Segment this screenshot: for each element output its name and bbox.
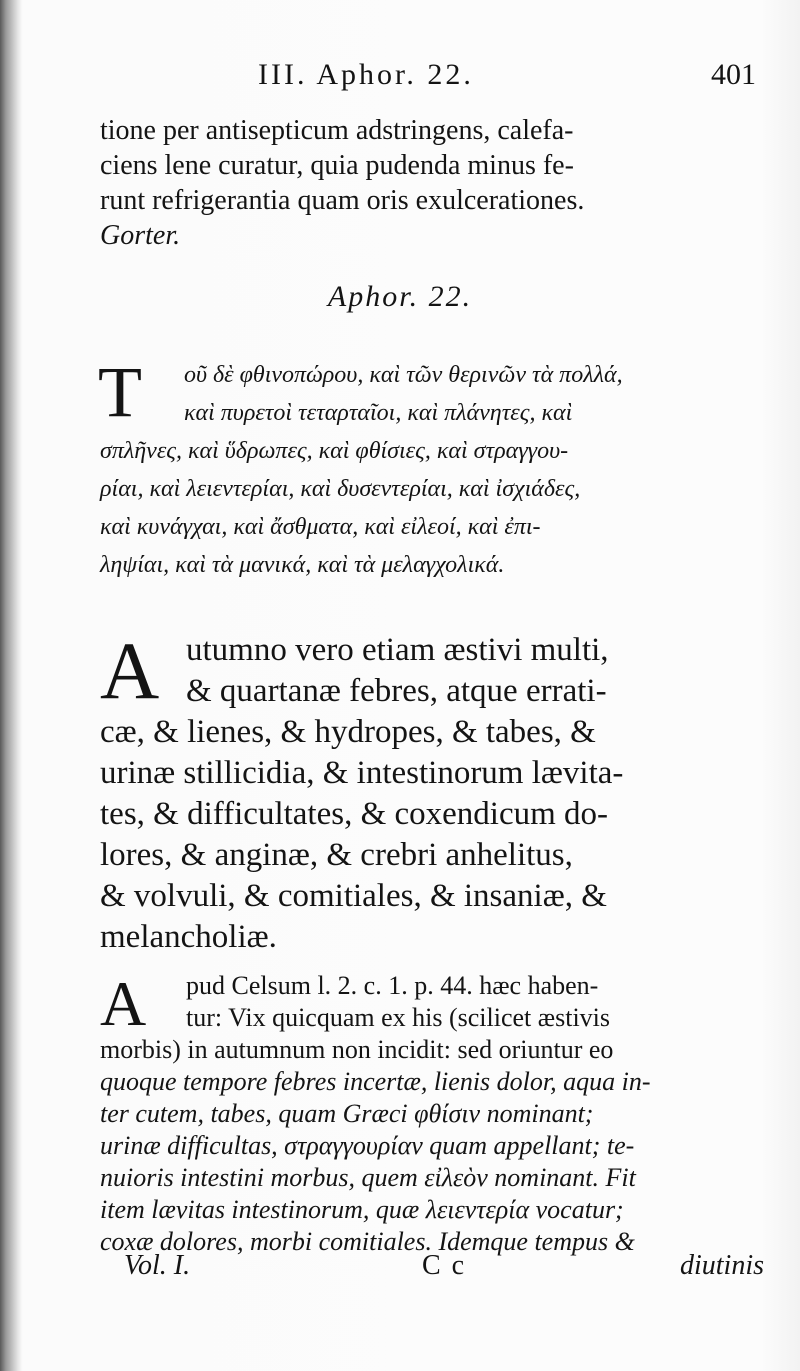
latin-drop-cap: A	[100, 625, 160, 716]
continuation-paragraph	[100, 113, 748, 253]
page-number: 401	[711, 58, 756, 91]
latin-line: urinæ stillicidia, & intestinorum lævita-	[100, 755, 624, 791]
page-header	[100, 58, 756, 98]
latin-line: melancholiæ.	[100, 919, 277, 955]
latin-line: tes, & difficultates, & coxendicum do-	[100, 796, 609, 832]
commentary-line: tur: Vix quicquam ex his (scilicet æstivis	[186, 1003, 611, 1032]
latin-translation	[100, 625, 748, 958]
volume-signature: Vol. I.	[124, 1250, 191, 1281]
greek-line: καὶ πυρετοὶ τεταρταῖοι, καὶ πλάνητες, καὶ	[184, 400, 573, 426]
book-spine-shadow	[0, 0, 22, 1371]
text-line: ciens lene curatur, quia pudenda minus fe-	[100, 150, 574, 181]
greek-line: καὶ κυνάγχαι, καὶ ἄσθματα, καὶ εἰλεοί, καὶ ἐπι-	[100, 514, 541, 540]
commentary-line: nuioris intestini morbus, quem εἰλεὸν nominant. Fit	[100, 1163, 636, 1192]
running-head: III. Aphor. 22.	[258, 58, 474, 91]
greek-line: σπλῆνες, καὶ ὕδρωπες, καὶ φθίσιες, καὶ στραγγου-	[100, 438, 569, 464]
greek-aphorism	[98, 352, 748, 584]
commentary-line: coxæ dolores, morbi comitiales. Idemque tempus &	[100, 1227, 635, 1256]
latin-line: utumno vero etiam æstivi multi,	[186, 632, 609, 668]
commentary-drop-cap: A	[100, 968, 147, 1039]
commentary-line: urinæ difficultas, στραγγουρίαν quam appellant; te-	[100, 1131, 635, 1160]
commentary-line: quoque tempore febres incertæ, lienis dolor, aqua in-	[100, 1067, 651, 1096]
commentary-line: morbis) in autumnum non incidit: sed oriuntur eo	[100, 1035, 614, 1064]
commentary-line: ter cutem, tabes, quam Græci φθίσιν nominant;	[100, 1099, 594, 1128]
greek-line: οῦ δὲ φθινοπώρου, καὶ τῶν θερινῶν τὰ πολλά,	[184, 362, 623, 388]
latin-line: & volvuli, & comitiales, & insaniæ, &	[100, 878, 607, 914]
latin-line: cæ, & lienes, & hydropes, & tabes, &	[100, 714, 596, 750]
page-footer	[124, 1250, 764, 1290]
aphorism-heading: Aphor. 22.	[327, 280, 473, 313]
author-attribution: Gorter.	[100, 220, 181, 251]
latin-line: lores, & anginæ, & crebri anhelitus,	[100, 837, 573, 873]
commentary-line: item lævitas intestinorum, quæ λειεντερία vocatur;	[100, 1195, 624, 1224]
greek-line: ρίαι, καὶ λειεντερίαι, καὶ δυσεντερίαι, καὶ ἰσχιάδες,	[100, 476, 581, 502]
text-line: tione per antisepticum adstringens, calefa-	[100, 115, 574, 146]
commentary-line: pud Celsum l. 2. c. 1. p. 44. hæc haben-	[186, 971, 599, 1000]
commentary-paragraph	[100, 970, 748, 1258]
latin-line: & quartanæ febres, atque errati-	[186, 673, 607, 709]
catchword: diutinis	[679, 1250, 764, 1281]
greek-line: ληψίαι, καὶ τὰ μανικά, καὶ τὰ μελαγχολικά.	[100, 552, 505, 578]
greek-drop-cap: T	[98, 352, 142, 432]
text-line: runt refrigerantia quam oris exulcerationes.	[100, 185, 585, 216]
signature-mark: C c	[422, 1250, 467, 1281]
